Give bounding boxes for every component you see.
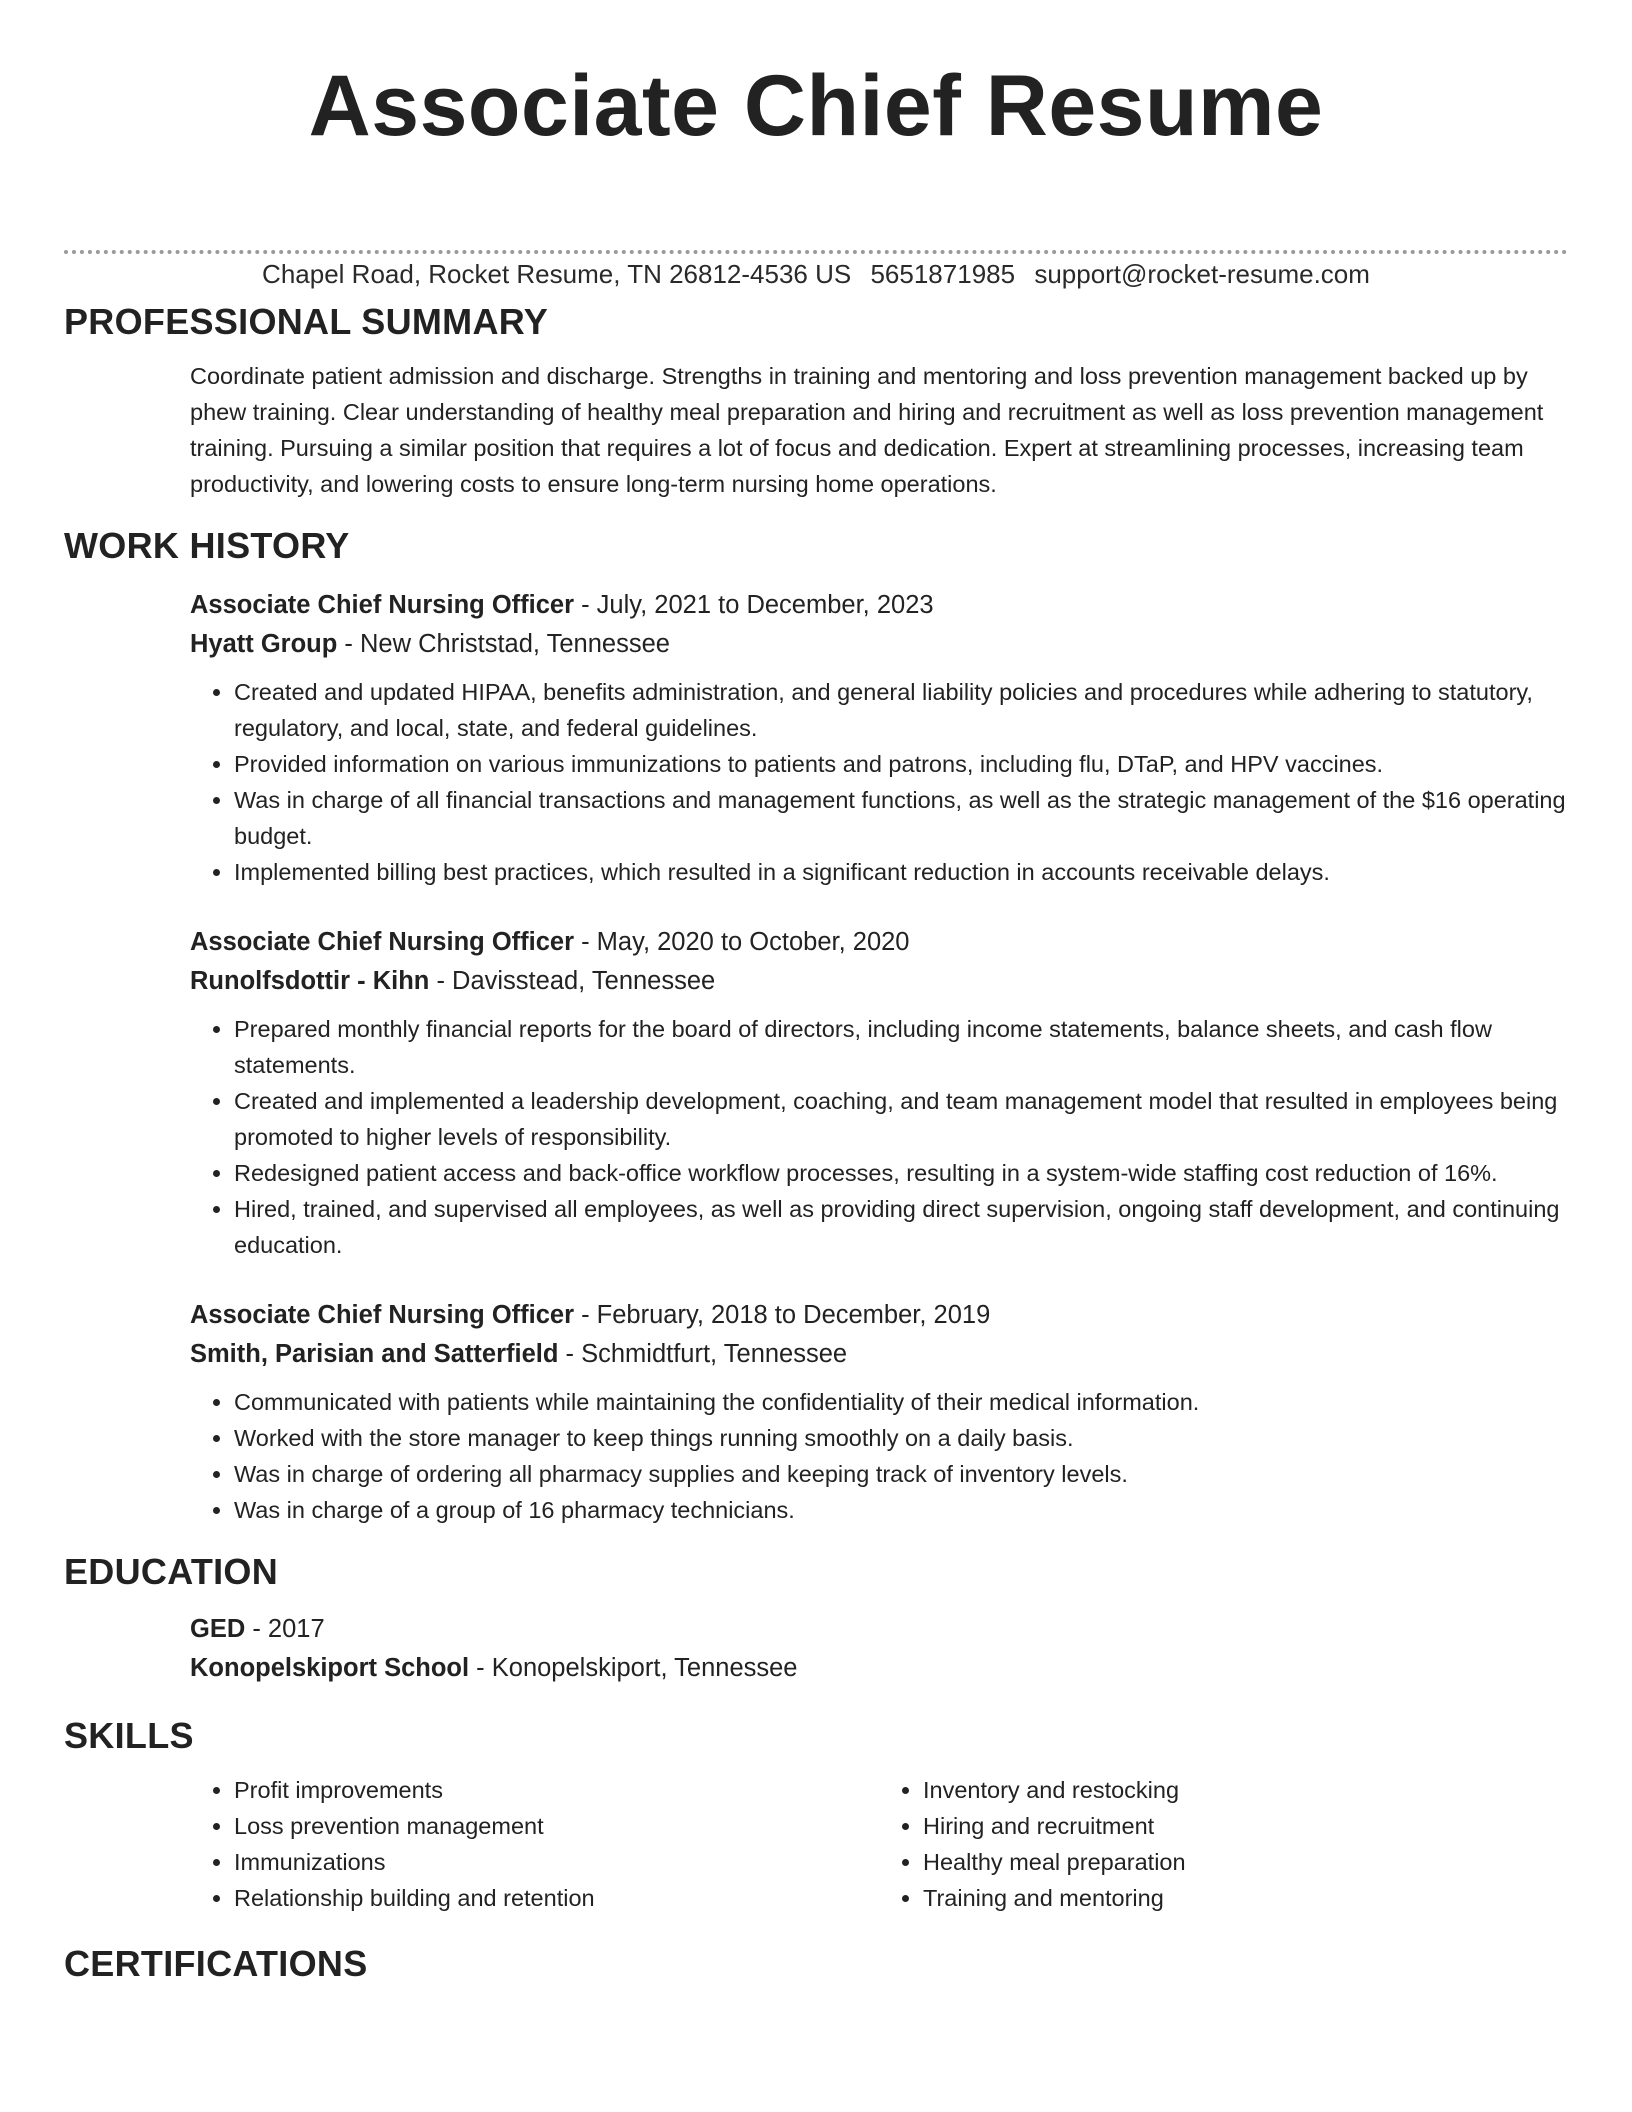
- job-bullet: • Worked with the store manager to keep things running smoothly on a daily basis.: [234, 1420, 1568, 1456]
- education-degree-line: [190, 1610, 1568, 1649]
- skill-item: • Inventory and restocking: [923, 1772, 1568, 1808]
- job-company-line: [190, 962, 1568, 1001]
- job-bullet: • Created and implemented a leadership development, coaching, and team management model that resulted in employees being promoted to higher levels of responsibility.: [234, 1083, 1568, 1155]
- job-bullets: [190, 674, 1568, 890]
- job-company: Runolfsdottir - Kihn: [190, 967, 430, 995]
- contact-email: support@rocket-resume.com: [1034, 259, 1370, 289]
- education-school: Konopelskiport School: [190, 1654, 470, 1682]
- job-bullets: [190, 1011, 1568, 1263]
- job-role: Associate Chief Nursing Officer: [190, 1301, 575, 1329]
- section-title-certifications: CERTIFICATIONS: [64, 1943, 368, 1984]
- education-body: [64, 1610, 1568, 1688]
- summary-text: Coordinate patient admission and discharge. Strengths in training and mentoring and loss prevention management backed up by phew training. Clear understanding of healthy meal preparation and hiring and recruitment as well as loss prevention management training. Pursuing a similar position that requires a lot of focus and dedication. Expert at streamlining processes, increasing team productivity, and lowering costs to ensure long-term nursing home operations.: [190, 363, 1544, 497]
- skills-list-left: [190, 1772, 879, 1916]
- education-location: - Konopelskiport, Tennessee: [469, 1654, 798, 1682]
- section-title-summary: PROFESSIONAL SUMMARY: [64, 301, 549, 342]
- education-year: - 2017: [245, 1615, 325, 1643]
- skill-item: • Relationship building and retention: [234, 1880, 879, 1916]
- contact-line: [0, 259, 1632, 289]
- job-bullet: • Prepared monthly financial reports for the board of directors, including income statements, balance sheets, and cash flow statements.: [234, 1011, 1568, 1083]
- resume-content: [64, 300, 1568, 1986]
- resume-name: Associate Chief Resume: [308, 58, 1324, 154]
- skill-item: • Loss prevention management: [234, 1808, 879, 1844]
- job-role: Associate Chief Nursing Officer: [190, 928, 575, 956]
- job-entry: [190, 923, 1568, 1263]
- job-bullet: • Hired, trained, and supervised all employees, as well as providing direct supervision, ongoing staff development, and continuing education.: [234, 1191, 1568, 1263]
- job-dates: - February, 2018 to December, 2019: [574, 1301, 991, 1329]
- job-bullet: • Communicated with patients while maintaining the confidentiality of their medical information.: [234, 1384, 1568, 1420]
- job-bullet: • Was in charge of a group of 16 pharmacy technicians.: [234, 1492, 1568, 1528]
- education-degree: GED: [190, 1615, 246, 1643]
- work-history-body: [64, 586, 1568, 1528]
- section-title-work-history: WORK HISTORY: [64, 525, 350, 566]
- job-dates: - July, 2021 to December, 2023: [574, 591, 934, 619]
- job-title-line: [190, 586, 1568, 625]
- job-dates: - May, 2020 to October, 2020: [574, 928, 910, 956]
- contact-phone: 5651871985: [870, 259, 1016, 289]
- job-company: Smith, Parisian and Satterfield: [190, 1340, 559, 1368]
- section-title-education: EDUCATION: [64, 1551, 279, 1592]
- job-bullet: • Provided information on various immunizations to patients and patrons, including flu, DTaP, and HPV vaccines.: [234, 746, 1568, 782]
- contact-address: Chapel Road, Rocket Resume, TN 26812-4536 US: [262, 259, 852, 289]
- skill-item: • Immunizations: [234, 1844, 879, 1880]
- job-bullet: • Implemented billing best practices, which resulted in a significant reduction in accounts receivable delays.: [234, 854, 1568, 890]
- summary-body: [64, 358, 1568, 502]
- job-entry: [190, 586, 1568, 890]
- job-role: Associate Chief Nursing Officer: [190, 591, 575, 619]
- section-title-skills: SKILLS: [64, 1715, 194, 1756]
- job-bullet: • Created and updated HIPAA, benefits administration, and general liability policies and procedures while adhering to statutory, regulatory, and local, state, and federal guidelines.: [234, 674, 1568, 746]
- job-title-line: [190, 1296, 1568, 1335]
- skill-item: • Hiring and recruitment: [923, 1808, 1568, 1844]
- job-entry: [190, 1296, 1568, 1528]
- job-company-line: [190, 625, 1568, 664]
- skills-columns: [190, 1772, 1568, 1916]
- header-divider: [64, 250, 1568, 254]
- skill-item: • Training and mentoring: [923, 1880, 1568, 1916]
- job-company-line: [190, 1335, 1568, 1374]
- skill-item: • Profit improvements: [234, 1772, 879, 1808]
- job-bullet: • Was in charge of all financial transactions and management functions, as well as the strategic management of the $16 operating budget.: [234, 782, 1568, 854]
- job-location: - Davisstead, Tennessee: [429, 967, 716, 995]
- skills-body: [64, 1772, 1568, 1916]
- skill-item: • Healthy meal preparation: [923, 1844, 1568, 1880]
- job-bullet: • Was in charge of ordering all pharmacy supplies and keeping track of inventory levels.: [234, 1456, 1568, 1492]
- job-title-line: [190, 923, 1568, 962]
- job-location: - New Christstad, Tennessee: [337, 630, 670, 658]
- job-location: - Schmidtfurt, Tennessee: [558, 1340, 848, 1368]
- job-company: Hyatt Group: [190, 630, 338, 658]
- job-bullets: [190, 1384, 1568, 1528]
- education-school-line: [190, 1649, 1568, 1688]
- job-bullet: • Redesigned patient access and back-office workflow processes, resulting in a system-wide staffing cost reduction of 16%.: [234, 1155, 1568, 1191]
- skills-list-right: [879, 1772, 1568, 1916]
